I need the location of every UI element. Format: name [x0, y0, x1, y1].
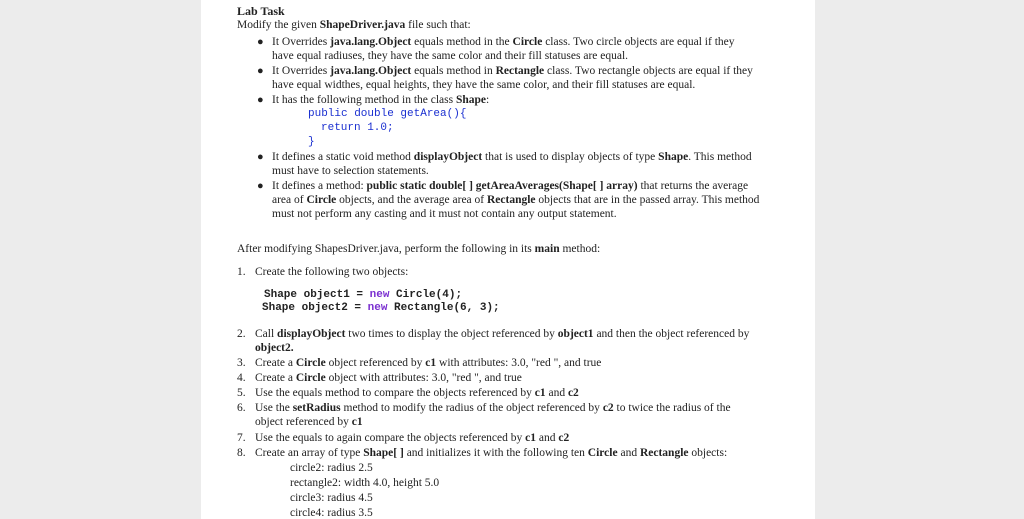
bullet-2-line-2: have equal widthes, equal heights, they have the same color, and their fill statuses are equal. — [272, 79, 696, 91]
bullet-5-line-1: It defines a method: public static double[ ] getAreaAverages(Shape[ ] array) that returns the average — [272, 180, 749, 192]
intro-text: Modify the given ShapeDriver.java file such that: — [237, 19, 471, 31]
bullet-4-line-2: must have to selection statements. — [272, 165, 429, 177]
code-rest: Circle(4); — [389, 289, 463, 301]
bullet-1-line-2: have equal radiuses, they have the same color and their fill statuses are equal. — [272, 50, 629, 62]
code-method-line-2: return 1.0; — [321, 122, 394, 134]
step-number: 2. — [237, 328, 246, 340]
step-3-text: Create a Circle object referenced by c1 with attributes: 3.0, "red ", and true — [255, 357, 602, 369]
bullet-dot: ● — [257, 151, 264, 163]
bullet-4-line-1: It defines a static void method displayObject that is used to display objects of type Shape. This method — [272, 151, 752, 163]
step-number: 3. — [237, 357, 246, 369]
step-number: 1. — [237, 266, 246, 278]
code-object1 — [264, 288, 462, 302]
bullet-2-line-1: It Overrides java.lang.Object equals method in Rectangle class. Two rectangle objects are equal if they — [272, 65, 753, 77]
array-item: circle4: radius 3.5 — [290, 507, 373, 519]
array-item: rectangle2: width 4.0, height 5.0 — [290, 477, 440, 489]
code-method-line-3: } — [308, 136, 315, 148]
step-1-text: Create the following two objects: — [255, 266, 409, 278]
step-7-text: Use the equals to again compare the objects referenced by c1 and c2 — [255, 432, 570, 444]
bullet-5-line-3: must not perform any casting and it must not contain any output statement. — [272, 208, 617, 220]
array-item: circle2: radius 2.5 — [290, 462, 373, 474]
bullet-dot: ● — [257, 180, 264, 192]
task-title: Lab Task — [237, 4, 285, 18]
bullet-5-line-2: area of Circle objects, and the average area of Rectangle objects that are in the passed array. This method — [272, 194, 760, 206]
after-text: After modifying ShapesDriver.java, perform the following in its main method: — [237, 243, 601, 255]
step-2-line-1: Call displayObject two times to display the object referenced by object1 and then the object referenced by — [255, 328, 750, 340]
code-decl: Shape object2 = — [262, 302, 368, 314]
step-number: 7. — [237, 432, 246, 444]
bullet-dot: ● — [257, 36, 264, 48]
code-rest: Rectangle(6, 3); — [387, 302, 500, 314]
step-number: 4. — [237, 372, 246, 384]
code-object2 — [262, 301, 500, 315]
step-2-line-2: object2. — [255, 342, 294, 354]
step-6-line-2: object referenced by c1 — [255, 416, 363, 428]
bullet-3-line-1: It has the following method in the class Shape: — [272, 94, 490, 106]
step-number: 6. — [237, 402, 246, 414]
step-number: 8. — [237, 447, 246, 459]
code-keyword: new — [367, 302, 388, 314]
code-method-line-1: public double getArea(){ — [308, 108, 467, 120]
bullet-1-line-1: It Overrides java.lang.Object equals method in the Circle class. Two circle objects are equal if they — [272, 36, 735, 48]
step-8-text: Create an array of type Shape[ ] and initializes it with the following ten Circle and Rectangle objects: — [255, 447, 728, 459]
document-page — [201, 0, 815, 519]
code-keyword: new — [369, 289, 390, 301]
step-6-line-1: Use the setRadius method to modify the radius of the object referenced by c2 to twice the radius of the — [255, 402, 731, 414]
step-5-text: Use the equals method to compare the objects referenced by c1 and c2 — [255, 387, 579, 399]
code-decl: Shape object1 = — [264, 289, 370, 301]
bullet-dot: ● — [257, 94, 264, 106]
bullet-dot: ● — [257, 65, 264, 77]
step-4-text: Create a Circle object with attributes: 3.0, "red ", and true — [255, 372, 522, 384]
step-number: 5. — [237, 387, 246, 399]
array-item: circle3: radius 4.5 — [290, 492, 373, 504]
